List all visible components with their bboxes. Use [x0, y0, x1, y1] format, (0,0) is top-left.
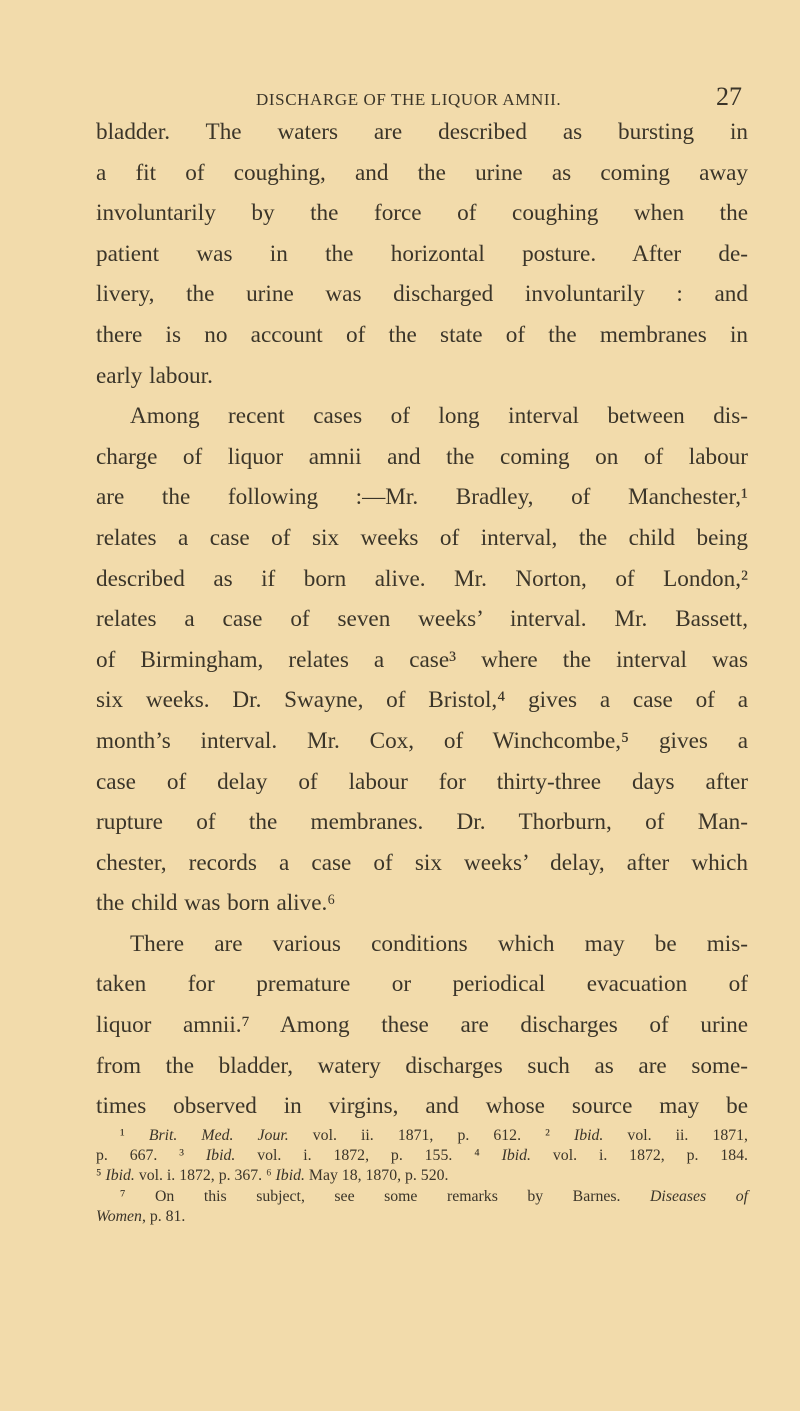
text-line-content: from the bladder, watery discharges such as are some-: [96, 1052, 748, 1079]
footnote-text: p. 667. ³: [96, 1147, 206, 1165]
text-line: [96, 1086, 748, 1127]
text-line-content: month’s interval. Mr. Cox, of Winchcombe,⁵ gives a: [96, 727, 748, 754]
text-line: [96, 396, 748, 437]
text-line: [96, 112, 748, 153]
text-line-content: described as if born alive. Mr. Norton, of London,²: [96, 565, 748, 592]
footnote-text: vol. i. 1872, p. 184.: [531, 1147, 748, 1165]
text-line-content: six weeks. Dr. Swayne, of Bristol,⁴ gives a case of a: [96, 687, 748, 714]
text-line: [96, 315, 748, 356]
text-line-content: times observed in virgins, and whose source may be: [96, 1093, 748, 1120]
footnote-text: ⁵: [96, 1167, 106, 1185]
text-line: [96, 518, 748, 559]
text-line-content: bladder. The waters are described as bursting in: [96, 119, 748, 145]
footnote-line: [96, 1207, 748, 1227]
text-line-content: Among recent cases of long interval between dis-: [130, 403, 748, 430]
footnote-text: vol. ii. 1871,: [603, 1127, 749, 1144]
text-line: [96, 883, 748, 924]
footnote-text: , p. 81.: [141, 1207, 186, 1225]
text-line-content: relates a case of six weeks of interval, the child being: [96, 524, 748, 551]
text-line: [96, 924, 748, 965]
text-line-content: rupture of the membranes. Dr. Thorburn, of Man-: [96, 809, 748, 836]
text-line: [96, 437, 748, 478]
text-line: [96, 234, 748, 275]
footnote-citation-title: Women: [96, 1207, 142, 1225]
text-line-content: chester, records a case of six weeks’ delay, after which: [96, 849, 748, 876]
text-line: [96, 802, 748, 843]
footnotes: [96, 1126, 748, 1227]
page-header: [96, 82, 746, 114]
text-line: [96, 153, 748, 194]
text-line: [96, 843, 748, 884]
footnote-line: [96, 1166, 748, 1186]
footnote-line: [96, 1126, 748, 1146]
text-line-content: There are various conditions which may be mis-: [130, 930, 748, 957]
footnote-citation-title: Brit. Med. Jour.: [148, 1127, 289, 1144]
text-line-content: livery, the urine was discharged involuntarily : and: [96, 281, 748, 308]
text-line-content: a fit of coughing, and the urine as coming away: [96, 159, 748, 186]
text-line: [96, 477, 748, 518]
footnote-citation-title: Diseases of: [650, 1187, 748, 1205]
footnote-text: vol. i. 1872, p. 155. ⁴: [235, 1147, 502, 1165]
footnote-text: vol. ii. 1871, p. 612. ²: [288, 1127, 574, 1144]
footnote-line: [96, 1146, 748, 1166]
text-line-content: relates a case of seven weeks’ interval. Mr. Bassett,: [96, 606, 748, 633]
footnote-text: May 18, 1870, p. 520.: [304, 1167, 449, 1185]
footnote-line: [96, 1187, 748, 1207]
text-line-content: the child was born alive.⁶: [96, 890, 336, 917]
text-line-content: charge of liquor amnii and the coming on of labour: [96, 443, 748, 470]
text-line: [96, 1046, 748, 1087]
running-title: DISCHARGE OF THE LIQUOR AMNII.: [256, 90, 562, 109]
page-number: 27: [716, 82, 742, 111]
text-line-content: taken for premature or periodical evacuation of: [96, 971, 748, 998]
text-line-content: are the following :—Mr. Bradley, of Manchester,¹: [96, 484, 748, 511]
text-line: [96, 964, 748, 1005]
body-text: [96, 112, 748, 1127]
text-line-content: there is no account of the state of the membranes in: [96, 321, 748, 348]
footnote-text: ¹: [120, 1127, 149, 1144]
text-line: [96, 599, 748, 640]
text-line: [96, 356, 748, 397]
text-line-content: patient was in the horizontal posture. After de-: [96, 240, 748, 267]
footnote-text: vol. i. 1872, p. 367. ⁶: [134, 1167, 276, 1185]
text-line: [96, 559, 748, 600]
text-line: [96, 1005, 748, 1046]
text-line: [96, 274, 748, 315]
text-line: [96, 762, 748, 803]
text-line-content: involuntarily by the force of coughing when the: [96, 200, 748, 227]
text-line-content: of Birmingham, relates a case³ where the interval was: [96, 646, 748, 673]
footnote-text: ⁷ On this subject, see some remarks by Barnes.: [120, 1187, 651, 1205]
text-line: [96, 680, 748, 721]
footnote-citation-title: Ibid.: [275, 1167, 305, 1185]
text-line: [96, 640, 748, 681]
text-line: [96, 721, 748, 762]
text-line-content: case of delay of labour for thirty-three days after: [96, 768, 748, 795]
text-line: [96, 193, 748, 234]
text-line-content: liquor amnii.⁷ Among these are discharges of urine: [96, 1012, 748, 1039]
footnote-citation-title: Ibid.: [573, 1127, 604, 1144]
footnote-citation-title: Ibid.: [105, 1167, 135, 1185]
text-line-content: early labour.: [96, 362, 213, 389]
footnote-citation-title: Ibid.: [205, 1147, 236, 1165]
footnote-citation-title: Ibid.: [501, 1147, 532, 1165]
